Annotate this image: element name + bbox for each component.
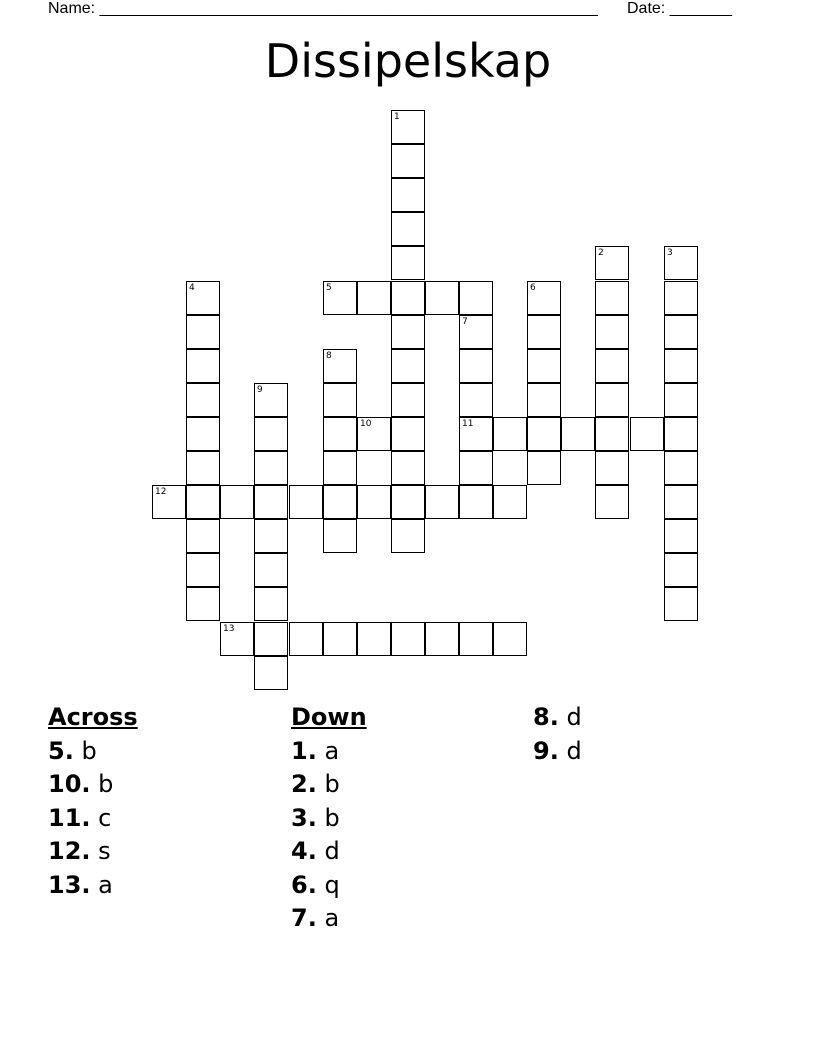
clue-number: 1. [291, 736, 317, 765]
grid-cell[interactable] [186, 281, 220, 315]
grid-cell[interactable] [425, 485, 459, 519]
across-clues [48, 701, 138, 902]
grid-cell[interactable] [186, 587, 220, 621]
grid-cell[interactable] [664, 451, 698, 485]
grid-cell[interactable] [357, 281, 391, 315]
grid-cell[interactable] [357, 485, 391, 519]
grid-cell[interactable] [186, 485, 220, 519]
clue-number: 8. [533, 703, 559, 731]
grid-cell[interactable] [595, 349, 629, 383]
grid-cell[interactable] [391, 178, 425, 212]
grid-cell[interactable] [323, 281, 357, 315]
clue-text: b [324, 770, 340, 798]
grid-cell[interactable] [493, 417, 527, 451]
grid-cell[interactable] [186, 553, 220, 587]
clue-number: 7. [291, 904, 317, 932]
grid-cell[interactable] [391, 451, 425, 485]
clue-number: 6. [291, 870, 317, 899]
cell-number: 6 [530, 283, 536, 293]
grid-cell[interactable] [323, 349, 357, 383]
grid-cell[interactable] [323, 383, 357, 417]
grid-cell[interactable] [391, 622, 425, 656]
clue-number: 9. [533, 736, 559, 765]
grid-cell[interactable] [664, 383, 698, 417]
grid-cell[interactable] [152, 485, 186, 519]
grid-cell[interactable] [527, 349, 561, 383]
grid-cell[interactable] [595, 485, 629, 519]
grid-cell[interactable] [595, 383, 629, 417]
grid-cell[interactable] [527, 281, 561, 315]
cell-number: 1 [394, 112, 400, 122]
clue-text: q [324, 870, 340, 899]
grid-cell[interactable] [323, 485, 357, 519]
grid-cell[interactable] [664, 315, 698, 349]
across-heading: Across [48, 703, 138, 731]
cell-number: 3 [667, 248, 673, 258]
clue-item [48, 869, 138, 903]
clue-item [48, 802, 138, 836]
grid-cell[interactable] [493, 485, 527, 519]
clue-number: 13. [48, 870, 91, 899]
grid-cell[interactable] [527, 417, 561, 451]
grid-cell[interactable] [664, 281, 698, 315]
cell-number: 13 [223, 624, 235, 634]
grid-cell[interactable] [186, 383, 220, 417]
clue-item [291, 802, 367, 836]
grid-cell[interactable] [254, 656, 288, 690]
clue-text: d [566, 736, 582, 765]
name-field-label: Name: ________________________________________________________ [48, 0, 598, 17]
cell-number: 5 [326, 283, 332, 293]
cell-number: 2 [598, 248, 604, 258]
cell-number: 12 [155, 487, 167, 497]
grid-cell[interactable] [391, 519, 425, 553]
clue-item [48, 835, 138, 869]
clue-item [533, 701, 582, 735]
clue-item [533, 735, 582, 769]
grid-cell[interactable] [254, 519, 288, 553]
grid-cell[interactable] [323, 451, 357, 485]
clue-item [291, 869, 367, 903]
grid-cell[interactable] [357, 417, 391, 451]
grid-cell[interactable] [459, 383, 493, 417]
grid-cell[interactable] [425, 281, 459, 315]
clue-text: b [81, 736, 97, 765]
grid-cell[interactable] [254, 485, 288, 519]
cell-number: 7 [462, 317, 468, 327]
grid-cell[interactable] [186, 315, 220, 349]
grid-cell[interactable] [391, 349, 425, 383]
grid-cell[interactable] [595, 315, 629, 349]
grid-cell[interactable] [459, 349, 493, 383]
grid-cell[interactable] [391, 110, 425, 144]
grid-cell[interactable] [289, 485, 323, 519]
grid-cell[interactable] [664, 553, 698, 587]
grid-cell[interactable] [323, 417, 357, 451]
grid-cell[interactable] [664, 587, 698, 621]
clue-item [291, 768, 367, 802]
grid-cell[interactable] [323, 519, 357, 553]
grid-cell[interactable] [391, 315, 425, 349]
grid-cell[interactable] [254, 622, 288, 656]
down-heading: Down [291, 703, 367, 731]
clue-text: d [566, 703, 582, 731]
date-field-label: Date: _______ [627, 0, 732, 17]
grid-cell[interactable] [254, 451, 288, 485]
grid-cell[interactable] [391, 485, 425, 519]
clue-number: 5. [48, 736, 74, 765]
grid-cell[interactable] [664, 349, 698, 383]
cell-number: 9 [257, 385, 263, 395]
down-clues-continued [533, 701, 582, 768]
clue-number: 4. [291, 837, 317, 865]
clue-text: c [98, 803, 112, 832]
clue-number: 12. [48, 837, 91, 865]
grid-cell[interactable] [595, 246, 629, 280]
clue-text: d [324, 837, 340, 865]
grid-cell[interactable] [664, 417, 698, 451]
cell-number: 10 [360, 419, 372, 429]
clue-item [48, 768, 138, 802]
clue-text: b [98, 770, 114, 798]
grid-cell[interactable] [459, 417, 493, 451]
grid-cell[interactable] [391, 281, 425, 315]
grid-cell[interactable] [459, 451, 493, 485]
grid-cell[interactable] [527, 383, 561, 417]
grid-cell[interactable] [664, 485, 698, 519]
grid-cell[interactable] [595, 417, 629, 451]
down-clues [291, 701, 367, 936]
cell-number: 11 [462, 419, 474, 429]
grid-cell[interactable] [425, 622, 459, 656]
grid-cell[interactable] [289, 622, 323, 656]
cell-number: 4 [189, 283, 195, 293]
grid-cell[interactable] [595, 451, 629, 485]
grid-cell[interactable] [391, 383, 425, 417]
grid-cell[interactable] [391, 246, 425, 280]
grid-cell[interactable] [391, 144, 425, 178]
grid-cell[interactable] [459, 281, 493, 315]
grid-cell[interactable] [527, 451, 561, 485]
clue-text: a [98, 870, 113, 899]
grid-cell[interactable] [186, 451, 220, 485]
grid-cell[interactable] [391, 212, 425, 246]
clue-text: a [324, 736, 340, 765]
clue-text: b [324, 803, 340, 832]
grid-cell[interactable] [357, 622, 391, 656]
grid-cell[interactable] [254, 417, 288, 451]
clue-number: 11. [48, 803, 91, 832]
grid-cell[interactable] [561, 417, 595, 451]
grid-cell[interactable] [595, 281, 629, 315]
grid-cell[interactable] [459, 485, 493, 519]
clue-number: 10. [48, 770, 91, 798]
grid-cell[interactable] [664, 519, 698, 553]
grid-cell[interactable] [186, 417, 220, 451]
grid-cell[interactable] [459, 315, 493, 349]
grid-cell[interactable] [254, 383, 288, 417]
clue-item [291, 735, 367, 769]
grid-cell[interactable] [323, 622, 357, 656]
grid-cell[interactable] [220, 485, 254, 519]
clue-text: a [324, 904, 340, 932]
grid-cell[interactable] [220, 622, 254, 656]
grid-cell[interactable] [391, 417, 425, 451]
puzzle-title: Dissipelskap [264, 34, 552, 88]
grid-cell[interactable] [186, 349, 220, 383]
clue-text: s [98, 837, 111, 865]
cell-number: 8 [326, 351, 332, 361]
clue-item [291, 902, 367, 936]
grid-cell[interactable] [493, 622, 527, 656]
grid-cell[interactable] [630, 417, 664, 451]
clue-item [48, 735, 138, 769]
clue-number: 3. [291, 803, 317, 832]
clue-item [291, 835, 367, 869]
clue-number: 2. [291, 770, 317, 798]
grid-cell[interactable] [664, 246, 698, 280]
grid-cell[interactable] [254, 553, 288, 587]
grid-cell[interactable] [186, 519, 220, 553]
grid-cell[interactable] [527, 315, 561, 349]
grid-cell[interactable] [459, 622, 493, 656]
grid-cell[interactable] [254, 587, 288, 621]
